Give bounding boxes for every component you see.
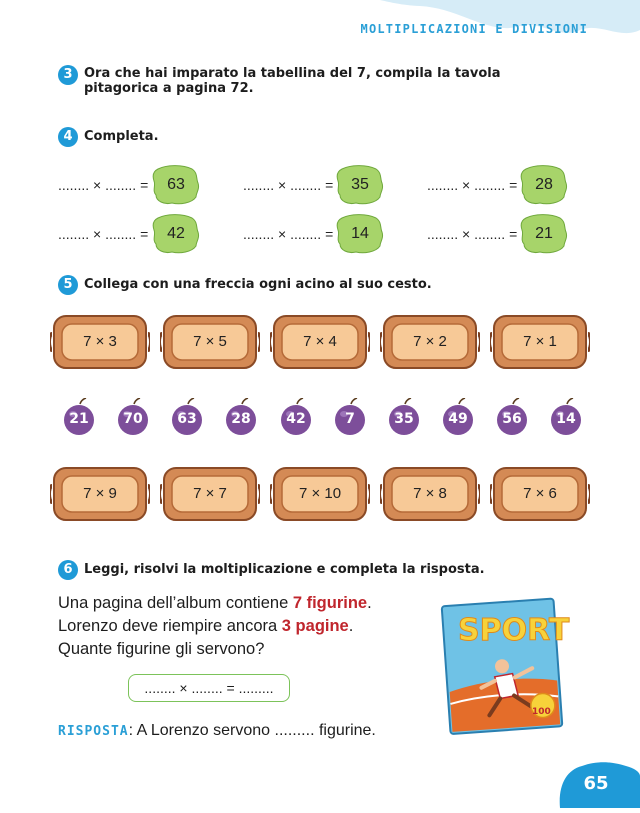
problem-line — [58, 615, 372, 638]
blank-multiplication[interactable]: ........ × ........ = — [58, 226, 149, 242]
grape-label: 42 — [286, 411, 306, 427]
basket[interactable] — [160, 464, 260, 524]
basket[interactable] — [270, 464, 370, 524]
basket[interactable] — [380, 312, 480, 372]
answer-line[interactable] — [58, 722, 376, 740]
basket[interactable] — [380, 464, 480, 524]
basket[interactable] — [50, 464, 150, 524]
instruction-line: Ora che hai imparato la tabellina del 7, compila la tavola — [84, 66, 501, 81]
leaf-result — [520, 214, 568, 254]
result-value: 35 — [351, 176, 369, 193]
grape-label: 28 — [231, 411, 251, 427]
grape[interactable] — [170, 398, 206, 436]
blank-multiplication[interactable]: ........ × ........ = — [243, 177, 334, 193]
problem-line: Quante figurine gli servono? — [58, 640, 265, 658]
basket[interactable] — [160, 312, 260, 372]
leaf-result — [520, 165, 568, 205]
grape[interactable] — [495, 398, 531, 436]
blank-multiplication[interactable]: ........ × ........ = — [58, 177, 149, 193]
result-value: 63 — [167, 176, 185, 193]
basket-label: 7 × 6 — [523, 485, 557, 502]
exercise-5-instruction: Collega con una freccia ogni acino al suo cesto. — [84, 277, 432, 292]
blank-multiplication[interactable]: ........ × ........ = — [427, 226, 518, 242]
result-value: 21 — [535, 225, 553, 242]
grape[interactable] — [224, 398, 260, 436]
blank-multiplication[interactable]: ........ × ........ = — [427, 177, 518, 193]
grape-label: 49 — [448, 411, 468, 427]
leaf-result — [336, 214, 384, 254]
answer-keyword: RISPOSTA — [58, 724, 129, 739]
problem-text: . — [348, 617, 354, 635]
result-value: 28 — [535, 176, 553, 193]
problem-line — [58, 592, 372, 615]
basket-label: 7 × 8 — [413, 485, 447, 502]
grape-label: 21 — [69, 411, 89, 427]
grape[interactable] — [549, 398, 585, 436]
page-number-badge — [552, 756, 640, 808]
leaf-result — [152, 214, 200, 254]
grape-label: 70 — [123, 411, 143, 427]
page-number: 65 — [583, 773, 609, 794]
exercise-number-badge: 6 — [58, 560, 78, 580]
grape[interactable] — [62, 398, 98, 436]
basket-label: 7 × 9 — [83, 485, 117, 502]
grape[interactable] — [279, 398, 315, 436]
result-value: 14 — [351, 225, 369, 242]
exercise-6-instruction: Leggi, risolvi la moltiplicazione e completa la risposta. — [84, 562, 485, 577]
basket[interactable] — [50, 312, 150, 372]
answer-text: : A Lorenzo servono ......... figurine. — [128, 722, 376, 739]
basket-label: 7 × 3 — [83, 333, 117, 350]
basket[interactable] — [490, 312, 590, 372]
basket-label: 7 × 1 — [523, 333, 557, 350]
grape-label: 56 — [502, 411, 522, 427]
section-title: MOLTIPLICAZIONI E DIVISIONI — [360, 22, 588, 36]
basket-label: 7 × 7 — [193, 485, 227, 502]
grape[interactable] — [333, 398, 369, 436]
instruction-line: pitagorica a pagina 72. — [84, 81, 254, 96]
basket-label: 7 × 4 — [303, 333, 337, 350]
problem-text: . — [367, 594, 372, 612]
grape-label: 35 — [394, 411, 414, 427]
sticker-album-illustration — [436, 596, 576, 736]
result-value: 42 — [167, 225, 185, 242]
word-problem — [58, 592, 372, 661]
exercise-4-instruction: Completa. — [84, 129, 159, 144]
grape-label: 14 — [556, 411, 576, 427]
basket-label: 7 × 10 — [298, 485, 342, 502]
blank-multiplication[interactable]: ........ × ........ = — [243, 226, 334, 242]
grape[interactable] — [116, 398, 152, 436]
grape-label: 63 — [177, 411, 197, 427]
basket[interactable] — [270, 312, 370, 372]
highlight-text: 7 figurine — [292, 594, 368, 612]
basket[interactable] — [490, 464, 590, 524]
problem-text: Lorenzo deve riempire ancora — [58, 617, 282, 635]
exercise-number-badge: 4 — [58, 127, 78, 147]
grape[interactable] — [441, 398, 477, 436]
album-title: SPORT — [458, 613, 570, 648]
leaf-result — [336, 165, 384, 205]
grape[interactable] — [387, 398, 423, 436]
operation-box[interactable]: ........ × ........ = ......... — [128, 674, 290, 702]
grape-label: 7 — [345, 411, 355, 427]
leaf-result — [152, 165, 200, 205]
problem-text: Una pagina dell’album contiene — [58, 594, 293, 612]
exercise-3-instruction — [84, 66, 500, 96]
highlight-text: 3 pagine — [281, 617, 349, 635]
basket-label: 7 × 5 — [193, 333, 227, 350]
exercise-number-badge: 5 — [58, 275, 78, 295]
album-badge: 100 — [532, 707, 551, 717]
basket-label: 7 × 2 — [413, 333, 447, 350]
exercise-number-badge: 3 — [58, 65, 78, 85]
